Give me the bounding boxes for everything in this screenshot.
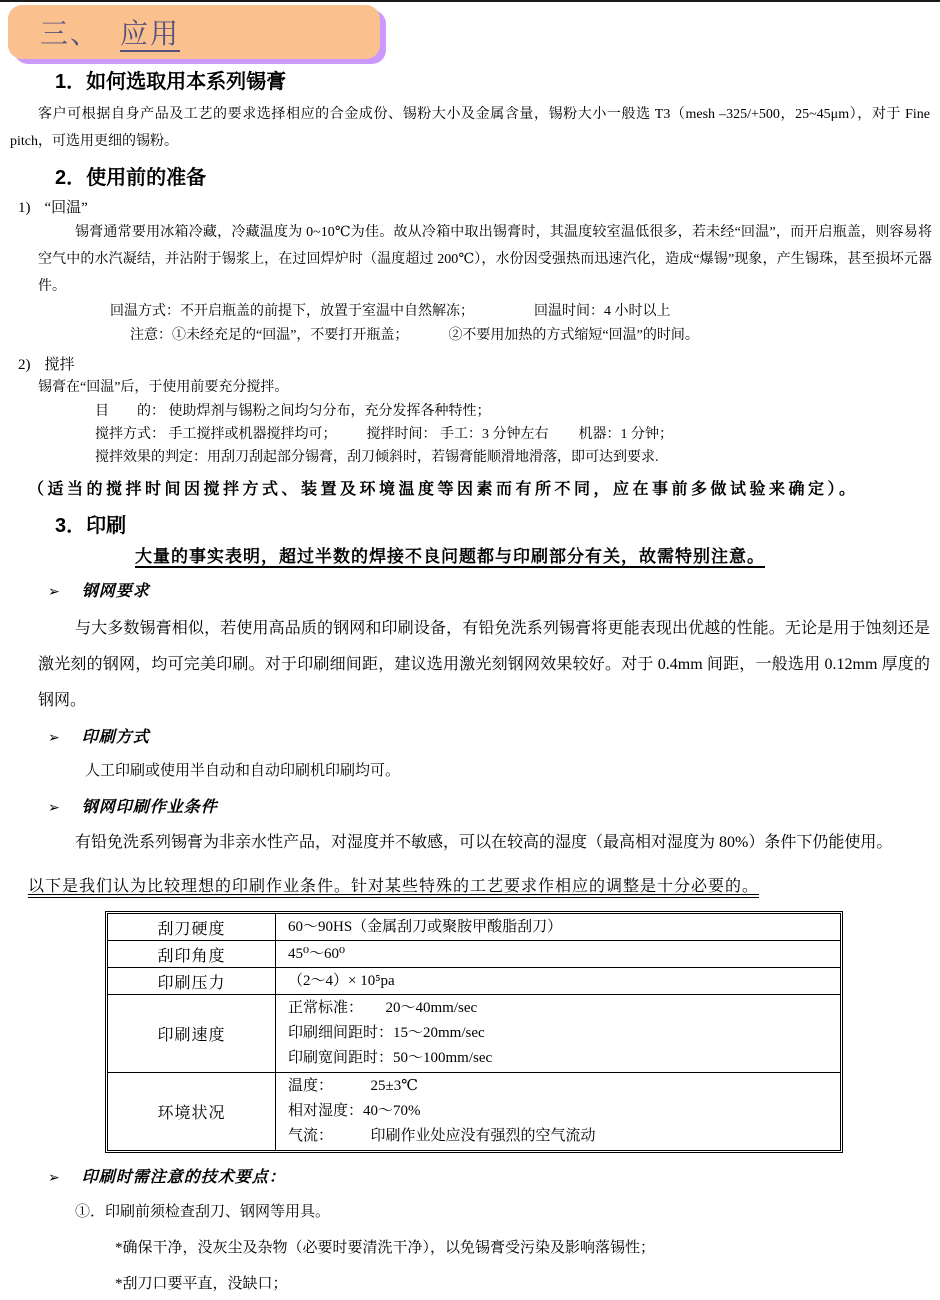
- table-value-print-pressure: （2～4）× 10⁵pa: [276, 968, 841, 995]
- environment-airflow: 气流： 印刷作业处应没有强烈的空气流动: [288, 1128, 596, 1144]
- bullet-stencil-conditions-title: 钢网印刷作业条件: [81, 799, 218, 816]
- banner-title: 应用: [120, 18, 180, 52]
- table-label-squeegee-hardness: 刮刀硬度: [108, 914, 276, 941]
- environment-temperature: 温度： 25±3℃: [288, 1078, 419, 1094]
- item-rewarming-number: 1): [18, 200, 31, 216]
- table-value-print-speed: [276, 995, 841, 1073]
- rewarming-time-text: 回温时间：4 小时以上: [534, 304, 671, 319]
- table-row: [108, 995, 840, 1073]
- printing-statement: 大量的事实表明，超过半数的焊接不良问题都与印刷部分有关，故需特别注意。: [135, 547, 765, 566]
- stirring-intro: 锡膏在“回温”后，于使用前要充分搅拌。: [38, 380, 289, 395]
- top-border-rule: [0, 0, 940, 2]
- printing-conditions-table-inner: [108, 914, 840, 1150]
- stirring-method: 搅拌方式： 手工搅拌或机器搅拌均可；: [95, 427, 337, 442]
- item-stirring-head: [18, 354, 940, 376]
- stirring-time: 搅拌时间： 手工：3 分钟左右: [366, 427, 549, 442]
- rewarming-method-text: 回温方式：不开启瓶盖的前提下，放置于室温中自然解冻；: [110, 304, 474, 319]
- arrow-bullet-icon: ➢: [48, 584, 60, 600]
- paragraph-printing-method: 人工印刷或使用半自动和自动印刷机印刷均可。: [85, 763, 401, 779]
- table-value-print-angle: 45⁰～60⁰: [276, 941, 841, 968]
- table-row: [108, 914, 840, 941]
- table-row: [108, 968, 840, 995]
- arrow-bullet-icon: ➢: [48, 730, 60, 746]
- stirring-purpose: 目 的： 使助焊剂与锡粉之间均匀分布，充分发挥各种特性；: [95, 404, 491, 419]
- table-label-environment: 环境状况: [108, 1073, 276, 1151]
- heading-select-paste: 1．如何选取用本系列锡膏: [55, 71, 287, 93]
- bullet-stencil-requirements: [48, 581, 940, 603]
- bullet-printing-method: [48, 727, 940, 749]
- stirring-method-line: [95, 423, 940, 446]
- table-label-print-angle: 刮印角度: [108, 941, 276, 968]
- paragraph-select-paste: 客户可根据自身产品及工艺的要求选择相应的合金成份、锡粉大小及金属含量，锡粉大小一般选 T3（mesh –325/+500，25~45μm），对于 Fine pitch，可选用更细的锡粉。: [10, 107, 930, 149]
- item-stirring-number: 2): [18, 357, 31, 373]
- arrow-bullet-icon: ➢: [48, 1170, 60, 1186]
- print-speed-wide-pitch: 印刷宽间距时：50～100mm/sec: [288, 1050, 493, 1066]
- table-label-print-speed: 印刷速度: [108, 995, 276, 1073]
- rewarming-note-a: 注意：①未经充足的“回温”，不要打开瓶盖；: [130, 328, 409, 343]
- bullet-technical-points: [48, 1167, 940, 1189]
- line-rewarming-note: [130, 324, 940, 348]
- table-row: [108, 1073, 840, 1151]
- item-stirring-title: 搅拌: [44, 357, 75, 373]
- bullet-stencil-requirements-title: 钢网要求: [81, 583, 150, 600]
- point-keep-clean: *确保干净，没灰尘及杂物（必要时要清洗干净），以免锡膏受污染及影响落锡性；: [115, 1240, 656, 1256]
- bullet-stencil-conditions: [48, 797, 940, 819]
- point-check-tools: ①．印刷前须检查刮刀、钢网等用具。: [75, 1204, 331, 1220]
- rewarming-note-b: ②不要用加热的方式缩短“回温”的时间。: [448, 328, 699, 343]
- printing-conditions-table: [105, 911, 843, 1153]
- banner-text: [8, 12, 180, 52]
- item-rewarming-head: [18, 197, 940, 219]
- banner-prefix: 三、: [40, 18, 101, 49]
- point-squeegee-edge: *刮刀口要平直，没缺口；: [115, 1276, 288, 1292]
- table-label-print-pressure: 印刷压力: [108, 968, 276, 995]
- print-speed-normal: 正常标准： 20～40mm/sec: [288, 1000, 478, 1016]
- paragraph-stencil-requirements: 与大多数锡膏相似，若使用高品质的钢网和印刷设备，有铅免洗系列锡膏将更能表现出优越的性能。无论是用于蚀刻还是激光刻的钢网，均可完美印刷。对于印刷细间距，建议选用激光刻钢网效果较好。对于 0.4mm 间距，一般选用 0.12mm 厚度的钢网。: [38, 620, 930, 709]
- stirring-bold-note: （适当的搅拌时间因搅拌方式、装置及环境温度等因素而有所不同，应在事前多做试验来确定）。: [28, 481, 859, 498]
- item-rewarming-title: “回温”: [44, 200, 88, 216]
- table-intro-text: 以下是我们认为比较理想的印刷作业条件。针对某些特殊的工艺要求作相应的调整是十分必要的。: [28, 878, 759, 898]
- paragraph-stencil-conditions: 有铅免洗系列锡膏为非亲水性产品，对湿度并不敏感，可以在较高的湿度（最高相对湿度为 80%）条件下仍能使用。: [75, 834, 893, 851]
- table-row: [108, 941, 840, 968]
- paragraph-rewarming: 锡膏通常要用冰箱冷藏，冷藏温度为 0~10℃为佳。故从冷箱中取出锡膏时，其温度较室温低很多，若未经“回温”，而开启瓶盖，则容易将空气中的水汽凝结，并沾附于锡浆上，在过回焊炉时（温度超过 200℃），水份因受强热而迅速汽化，造成“爆锡”现象，产生锡珠，甚至损坏元器件。: [38, 225, 932, 294]
- bullet-technical-points-title: 印刷时需注意的技术要点：: [81, 1169, 286, 1186]
- environment-humidity: 相对湿度：40～70%: [288, 1103, 421, 1119]
- section-banner: [8, 5, 380, 59]
- arrow-bullet-icon: ➢: [48, 800, 60, 816]
- line-rewarming-method: [110, 300, 940, 324]
- heading-printing: 3．印刷: [55, 515, 127, 537]
- print-speed-fine-pitch: 印刷细间距时：15～20mm/sec: [288, 1025, 485, 1041]
- table-intro-line: [28, 875, 930, 899]
- table-value-environment: [276, 1073, 841, 1151]
- bullet-printing-method-title: 印刷方式: [81, 729, 150, 746]
- stirring-machine: 机器：1 分钟；: [578, 427, 673, 442]
- stirring-judge: 搅拌效果的判定：用刮刀刮起部分锡膏，刮刀倾斜时，若锡膏能顺滑地滑落，即可达到要求.: [95, 450, 659, 465]
- table-value-squeegee-hardness: 60～90HS（金属刮刀或聚胺甲酸脂刮刀）: [276, 914, 841, 941]
- heading-preparation: 2．使用前的准备: [55, 167, 207, 189]
